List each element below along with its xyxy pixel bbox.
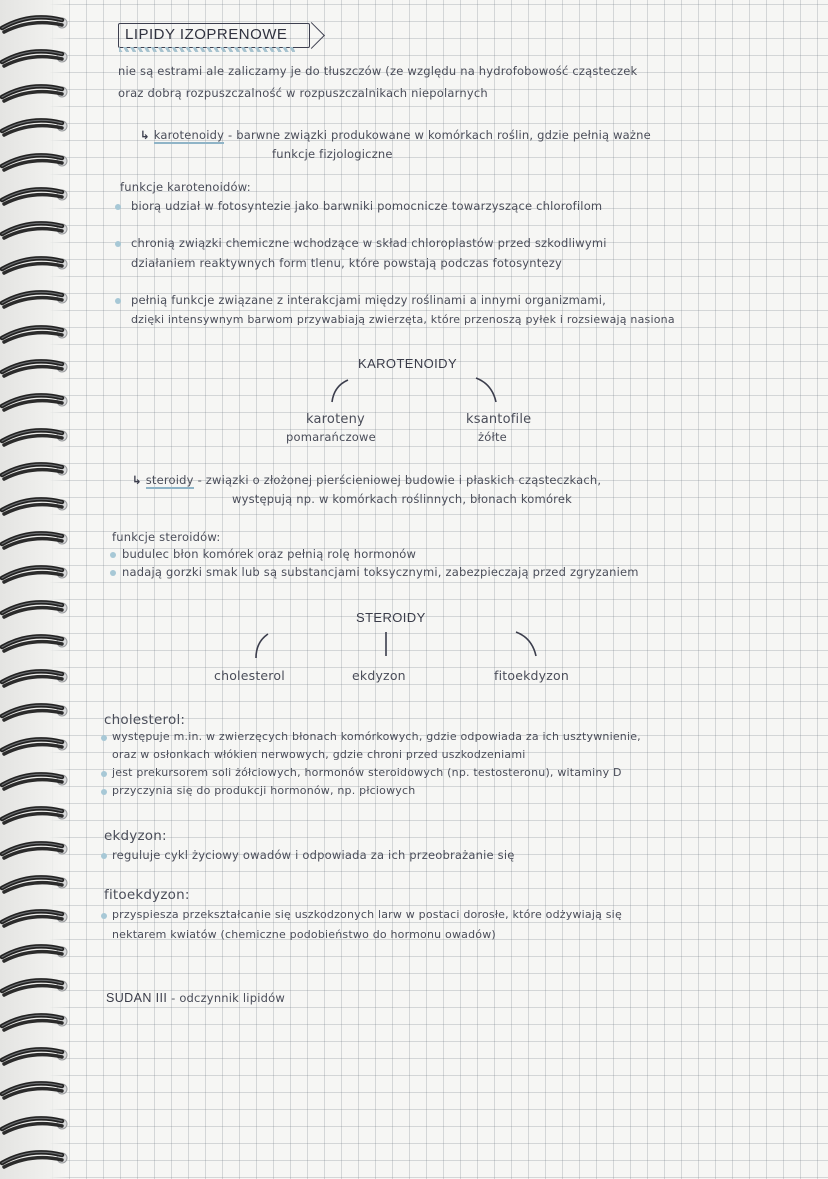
spiral-ring [0,664,72,690]
fitoekdyzon-heading: fitoekdyzon: [104,887,190,903]
intro-line-1: nie są estrami ale zaliczamy je do tłuszczów (ze względu na hydrofobowość cząsteczek [118,64,638,78]
spiral-ring [0,388,72,414]
fitoekdyzon-branch: fitoekdyzon [494,668,570,683]
bullet-dot [110,570,116,576]
bullet-dot [101,789,107,795]
karotenoidy-term: karotenoidy [153,128,225,142]
spiral-ring [0,870,72,896]
spiral-ring [0,1076,72,1102]
steroidy-bullet-2: nadają gorzki smak lub są substancjami toksycznymi, zabezpieczają przed zgryzaniem [122,565,639,579]
spiral-ring [0,973,72,999]
arrow-icon: ↳ [132,473,142,487]
spiral-ring [0,1042,72,1068]
steroidy-diagram-title: STEROIDY [356,610,426,625]
spiral-ring [0,182,72,208]
spiral-ring [0,354,72,380]
spiral-ring [0,595,72,621]
spiral-ring [0,113,72,139]
bullet-dot [115,298,121,304]
spiral-ring [0,79,72,105]
bullet-dot [110,552,116,558]
steroidy-def-2: występują np. w komórkach roślinnych, błonach komórek [232,492,572,506]
steroidy-bullet-1: budulec błon komórek oraz pełnią rolę hormonów [122,547,417,561]
karotenoidy-branch-lines [320,372,520,412]
sudan-note [106,991,285,1005]
spiral-ring [0,285,72,311]
fitoekdyzon-line-1: przyspiesza przekształcanie się uszkodzonych larw w postaci dorosłe, które odżywiają się [112,908,622,921]
karotenoidy-bullet-3-cont: dzięki intensywnym barwom przywabiają zwierzęta, które przenoszą pyłek i rozsiewają nasiona [131,313,675,326]
steroidy-term: steroidy [145,473,194,487]
bullet-dot [115,241,121,247]
karoteny-label: karoteny [306,412,365,427]
fitoekdyzon-line-2: nektarem kwiatów (chemiczne podobieństwo do hormonu owadów) [112,928,496,941]
ekdyzon-heading: ekdyzon: [104,828,167,844]
karotenoidy-def-1: barwne związki produkowane w komórkach roślin, gdzie pełnią ważne [236,128,651,142]
arrow-icon: ↳ [140,128,150,142]
bullet-dot [101,853,107,859]
spiral-ring [0,320,72,346]
spiral-ring [0,10,72,36]
spiral-margin [0,0,70,1179]
karotenoidy-diagram-title: KAROTENOIDY [358,356,458,371]
bullet-dot [101,771,107,777]
steroidy-def-1: związki o złożonej pierścieniowej budowie i płaskich cząsteczkach, [205,473,602,487]
cholesterol-line-1: występuje m.in. w zwierzęcych błonach komórkowych, gdzie odpowiada za ich usztywnienie, [112,730,641,743]
karotenoidy-bullet-2: chronią związki chemiczne wchodzące w skład chloroplastów przed szkodliwymi [131,236,607,250]
cholesterol-line-2: oraz w osłonkach włókien nerwowych, gdzie chroni przed uszkodzeniami [112,748,526,761]
spiral-ring [0,526,72,552]
spiral-ring [0,1111,72,1137]
spiral-ring [0,732,72,758]
spiral-ring [0,492,72,518]
spiral-ring [0,767,72,793]
bullet-dot [101,913,107,919]
karotenoidy-bullet-3: pełnią funkcje związane z interakcjami między roślinami a innymi organizmami, [131,293,606,307]
spiral-ring [0,836,72,862]
cholesterol-line-3: jest prekursorem soli żółciowych, hormonów steroidowych (np. testosteronu), witaminy D [112,766,622,779]
bullet-dot [115,204,121,210]
bullet-dot [101,735,107,741]
cholesterol-heading: cholesterol: [104,712,186,728]
spiral-ring [0,457,72,483]
ksantofile-note: żółte [478,430,507,444]
spiral-ring [0,904,72,930]
spiral-ring [0,939,72,965]
karotenoidy-bullet-1: biorą udział w fotosyntezie jako barwniki pomocnicze towarzyszące chlorofilom [131,199,603,213]
sudan-term: SUDAN III [106,991,168,1005]
spiral-ring [0,216,72,242]
intro-line-2: oraz dobrą rozpuszczalność w rozpuszczalnikach niepolarnych [118,86,488,100]
karotenoidy-bullet-2-cont: działaniem reaktywnych form tlenu, które powstają podczas fotosyntezy [131,256,563,270]
steroidy-definition: ↳ steroidy - związki o złożonej pierścieniowej budowie i płaskich cząsteczkach, [132,473,602,487]
karoteny-note: pomarańczowe [286,430,376,444]
steroidy-functions-heading: funkcje steroidów: [112,530,221,544]
spiral-ring [0,148,72,174]
steroidy-branch-lines [240,626,560,666]
karotenoidy-definition: ↳ karotenoidy - barwne związki produkowane w komórkach roślin, gdzie pełnią ważne [140,128,651,142]
ekdyzon-line-1: reguluje cykl życiowy owadów i odpowiada za ich przeobrażanie się [112,848,515,862]
spiral-ring [0,44,72,70]
cholesterol-line-4: przyczynia się do produkcji hormonów, np. płciowych [112,784,416,797]
spiral-ring [0,560,72,586]
spiral-ring [0,629,72,655]
page-title: LIPIDY IZOPRENOWE [118,23,310,48]
ksantofile-label: ksantofile [466,412,532,427]
spiral-ring [0,423,72,449]
spiral-ring [0,251,72,277]
cholesterol-branch: cholesterol [214,668,285,683]
ekdyzon-branch: ekdyzon [352,668,406,683]
spiral-ring [0,1145,72,1171]
spiral-ring [0,1008,72,1034]
karotenoidy-functions-heading: funkcje karotenoidów: [120,180,251,194]
sudan-rest: - odczynnik lipidów [171,991,285,1005]
spiral-ring [0,698,72,724]
karotenoidy-def-2: funkcje fizjologiczne [272,147,393,161]
spiral-ring [0,801,72,827]
